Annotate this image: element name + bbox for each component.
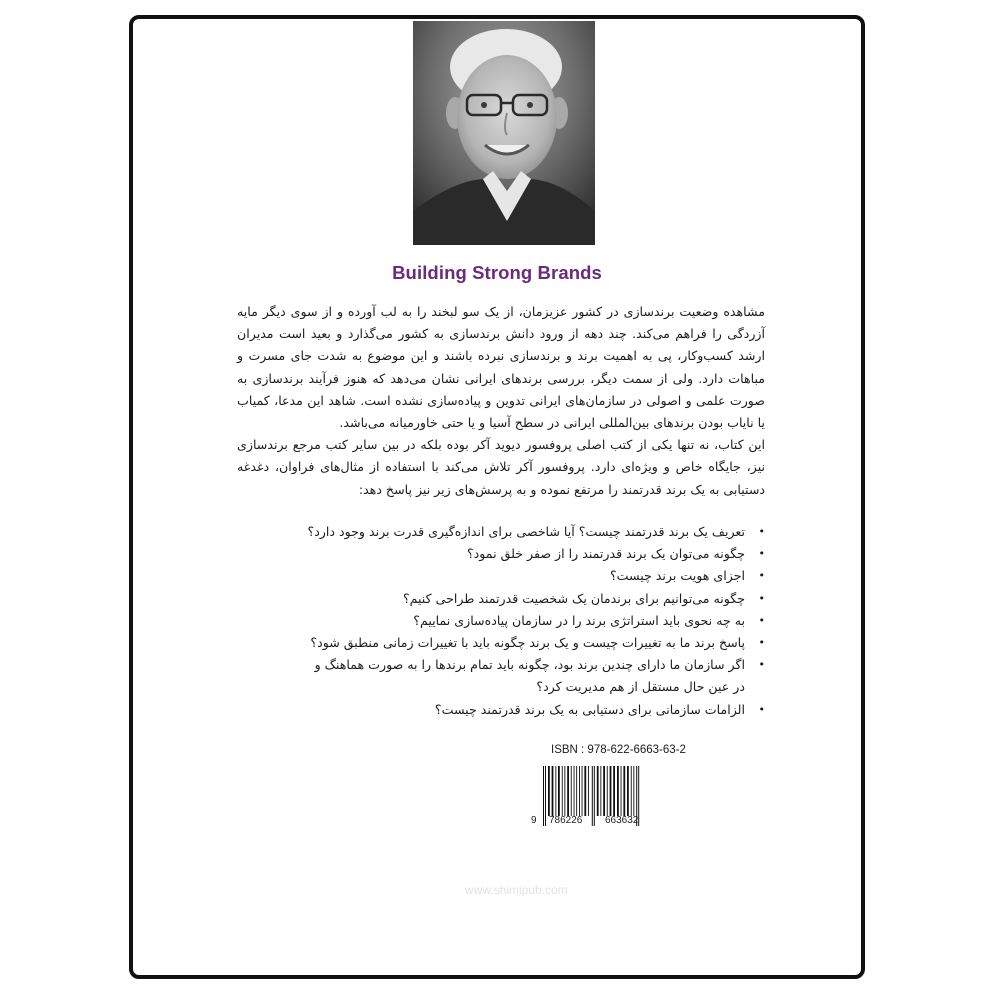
barcode-bar <box>627 766 629 816</box>
bullet-icon: • <box>758 636 765 650</box>
barcode-bar <box>592 766 593 826</box>
list-item-text: الزامات سازمانی برای دستیابی به یک برند قدرتمند چیست؟ <box>434 701 745 717</box>
question-list <box>303 521 769 721</box>
list-item <box>303 588 769 610</box>
list-item <box>303 543 769 565</box>
barcode-bar <box>600 766 601 816</box>
list-item-text: چگونه می‌توان یک برند قدرتمند را از صفر خلق نمود؟ <box>466 546 745 562</box>
barcode-bar <box>603 766 605 816</box>
barcode-right-digits: 663632 <box>605 815 639 826</box>
barcode-bar <box>564 766 565 816</box>
list-item <box>303 521 769 543</box>
list-item <box>303 654 769 698</box>
book-back-cover <box>129 15 865 979</box>
barcode-bar <box>571 766 572 816</box>
description-paragraph-1: مشاهده وضعیت برندسازی در کشور عزیزمان، از یک سو لبخند را به لب آورده و از سوی دیگر مایه آزردگی را فراهم می‌کند. چند دهه از ورود دانش برندسازی به کشور می‌گذارد و بعید است مدیران ارشد کسب‌وکار، پی به اهمیت برند و برندسازی نبرده باشند و این موضوع به شدت جای مسرت و مباهات دارد. ولی از سمت دیگر، بررسی برندهای ایرانی نشان می‌دهد که هنوز فرآیند برندسازی به صورت علمی و اصولی در سازمان‌های ایرانی تدوین و پیاده‌سازی نشده است. شاهد این مدعا، کمیاب یا نایاب بودن برندهای بین‌المللی ایرانی در سطح آسیا و یا حتی خاورمیانه می‌باشد. <box>237 304 765 431</box>
bullet-icon: • <box>758 613 765 627</box>
barcode-bar <box>574 766 575 816</box>
barcode-bar <box>555 766 556 816</box>
list-item-text: اگر سازمان ما دارای چندین برند بود، چگونه باید تمام برندها را به صورت هماهنگ و در عین حال مستقل از هم مدیریت کرد؟ <box>314 657 745 695</box>
list-item-text: به چه نحوی باید استراتژی برند را در سازمان پیاده‌سازی نماییم؟ <box>413 612 745 628</box>
list-item <box>303 699 769 721</box>
barcode-bar <box>597 766 599 816</box>
barcode-bar <box>579 766 580 816</box>
barcode-left-digits: 786226 <box>549 815 583 826</box>
list-item-text: پاسخ برند ما به تغییرات چیست و یک برند چگونه باید با تغییرات زمانی منطبق شود؟ <box>310 635 745 651</box>
isbn-label: ISBN : 978-622-6663-63-2 <box>551 744 686 756</box>
bullet-icon: • <box>758 591 765 605</box>
publisher-watermark: www.shimipub.com <box>465 883 568 897</box>
barcode-bar <box>584 766 586 816</box>
barcode-bar <box>582 766 583 816</box>
barcode-bar <box>548 766 550 816</box>
barcode-bar <box>567 766 569 816</box>
description-text <box>237 301 765 501</box>
barcode-bar <box>610 766 612 816</box>
barcode-bar <box>607 766 608 816</box>
barcode-bar <box>545 766 546 826</box>
barcode-lead-digit: 9 <box>531 815 537 826</box>
bullet-icon: • <box>758 569 765 583</box>
barcode-bar <box>543 766 544 826</box>
barcode-bar <box>617 766 619 816</box>
description-paragraph-2: این کتاب، نه تنها یکی از کتب اصلی پروفسور دیوید آکر بوده بلکه در بین سایر کتب مرجع برندسازی نیز، جایگاه خاص و ویژه‌ای دارد. پروفسور آکر تلاش می‌کند با استفاده از مثال‌های فراوان، دغدغه دستیابی به یک برند قدرتمند را مرتفع نموده و به پرسش‌های زیر نیز پاسخ دهد: <box>237 437 765 497</box>
author-portrait-photo <box>413 21 595 245</box>
barcode-bar <box>594 766 595 826</box>
barcode-bar <box>623 766 625 816</box>
barcode-bar <box>576 766 577 816</box>
list-item <box>303 610 769 632</box>
barcode-bar <box>562 766 563 816</box>
bullet-icon: • <box>758 547 765 561</box>
list-item <box>303 565 769 587</box>
bullet-icon: • <box>758 525 765 538</box>
barcode-bar <box>552 766 554 816</box>
barcode-bar <box>633 766 634 816</box>
barcode-bar <box>621 766 622 816</box>
bullet-icon: • <box>758 658 765 672</box>
list-item-text: تعریف یک برند قدرتمند چیست؟ آیا شاخصی برای اندازه‌گیری قدرت برند وجود دارد؟ <box>307 524 745 539</box>
author-portrait-illustration <box>413 21 595 245</box>
barcode-bar <box>558 766 560 816</box>
barcode-bar <box>631 766 632 816</box>
list-item-text: چگونه می‌توانیم برای برندمان یک شخصیت قدرتمند طراحی کنیم؟ <box>402 590 745 606</box>
barcode-bar <box>613 766 615 816</box>
list-item-text: اجزای هویت برند چیست؟ <box>609 568 745 584</box>
book-title: Building Strong Brands <box>392 262 602 283</box>
list-item <box>303 632 769 654</box>
bullet-icon: • <box>758 702 765 716</box>
barcode-bar <box>588 766 589 816</box>
